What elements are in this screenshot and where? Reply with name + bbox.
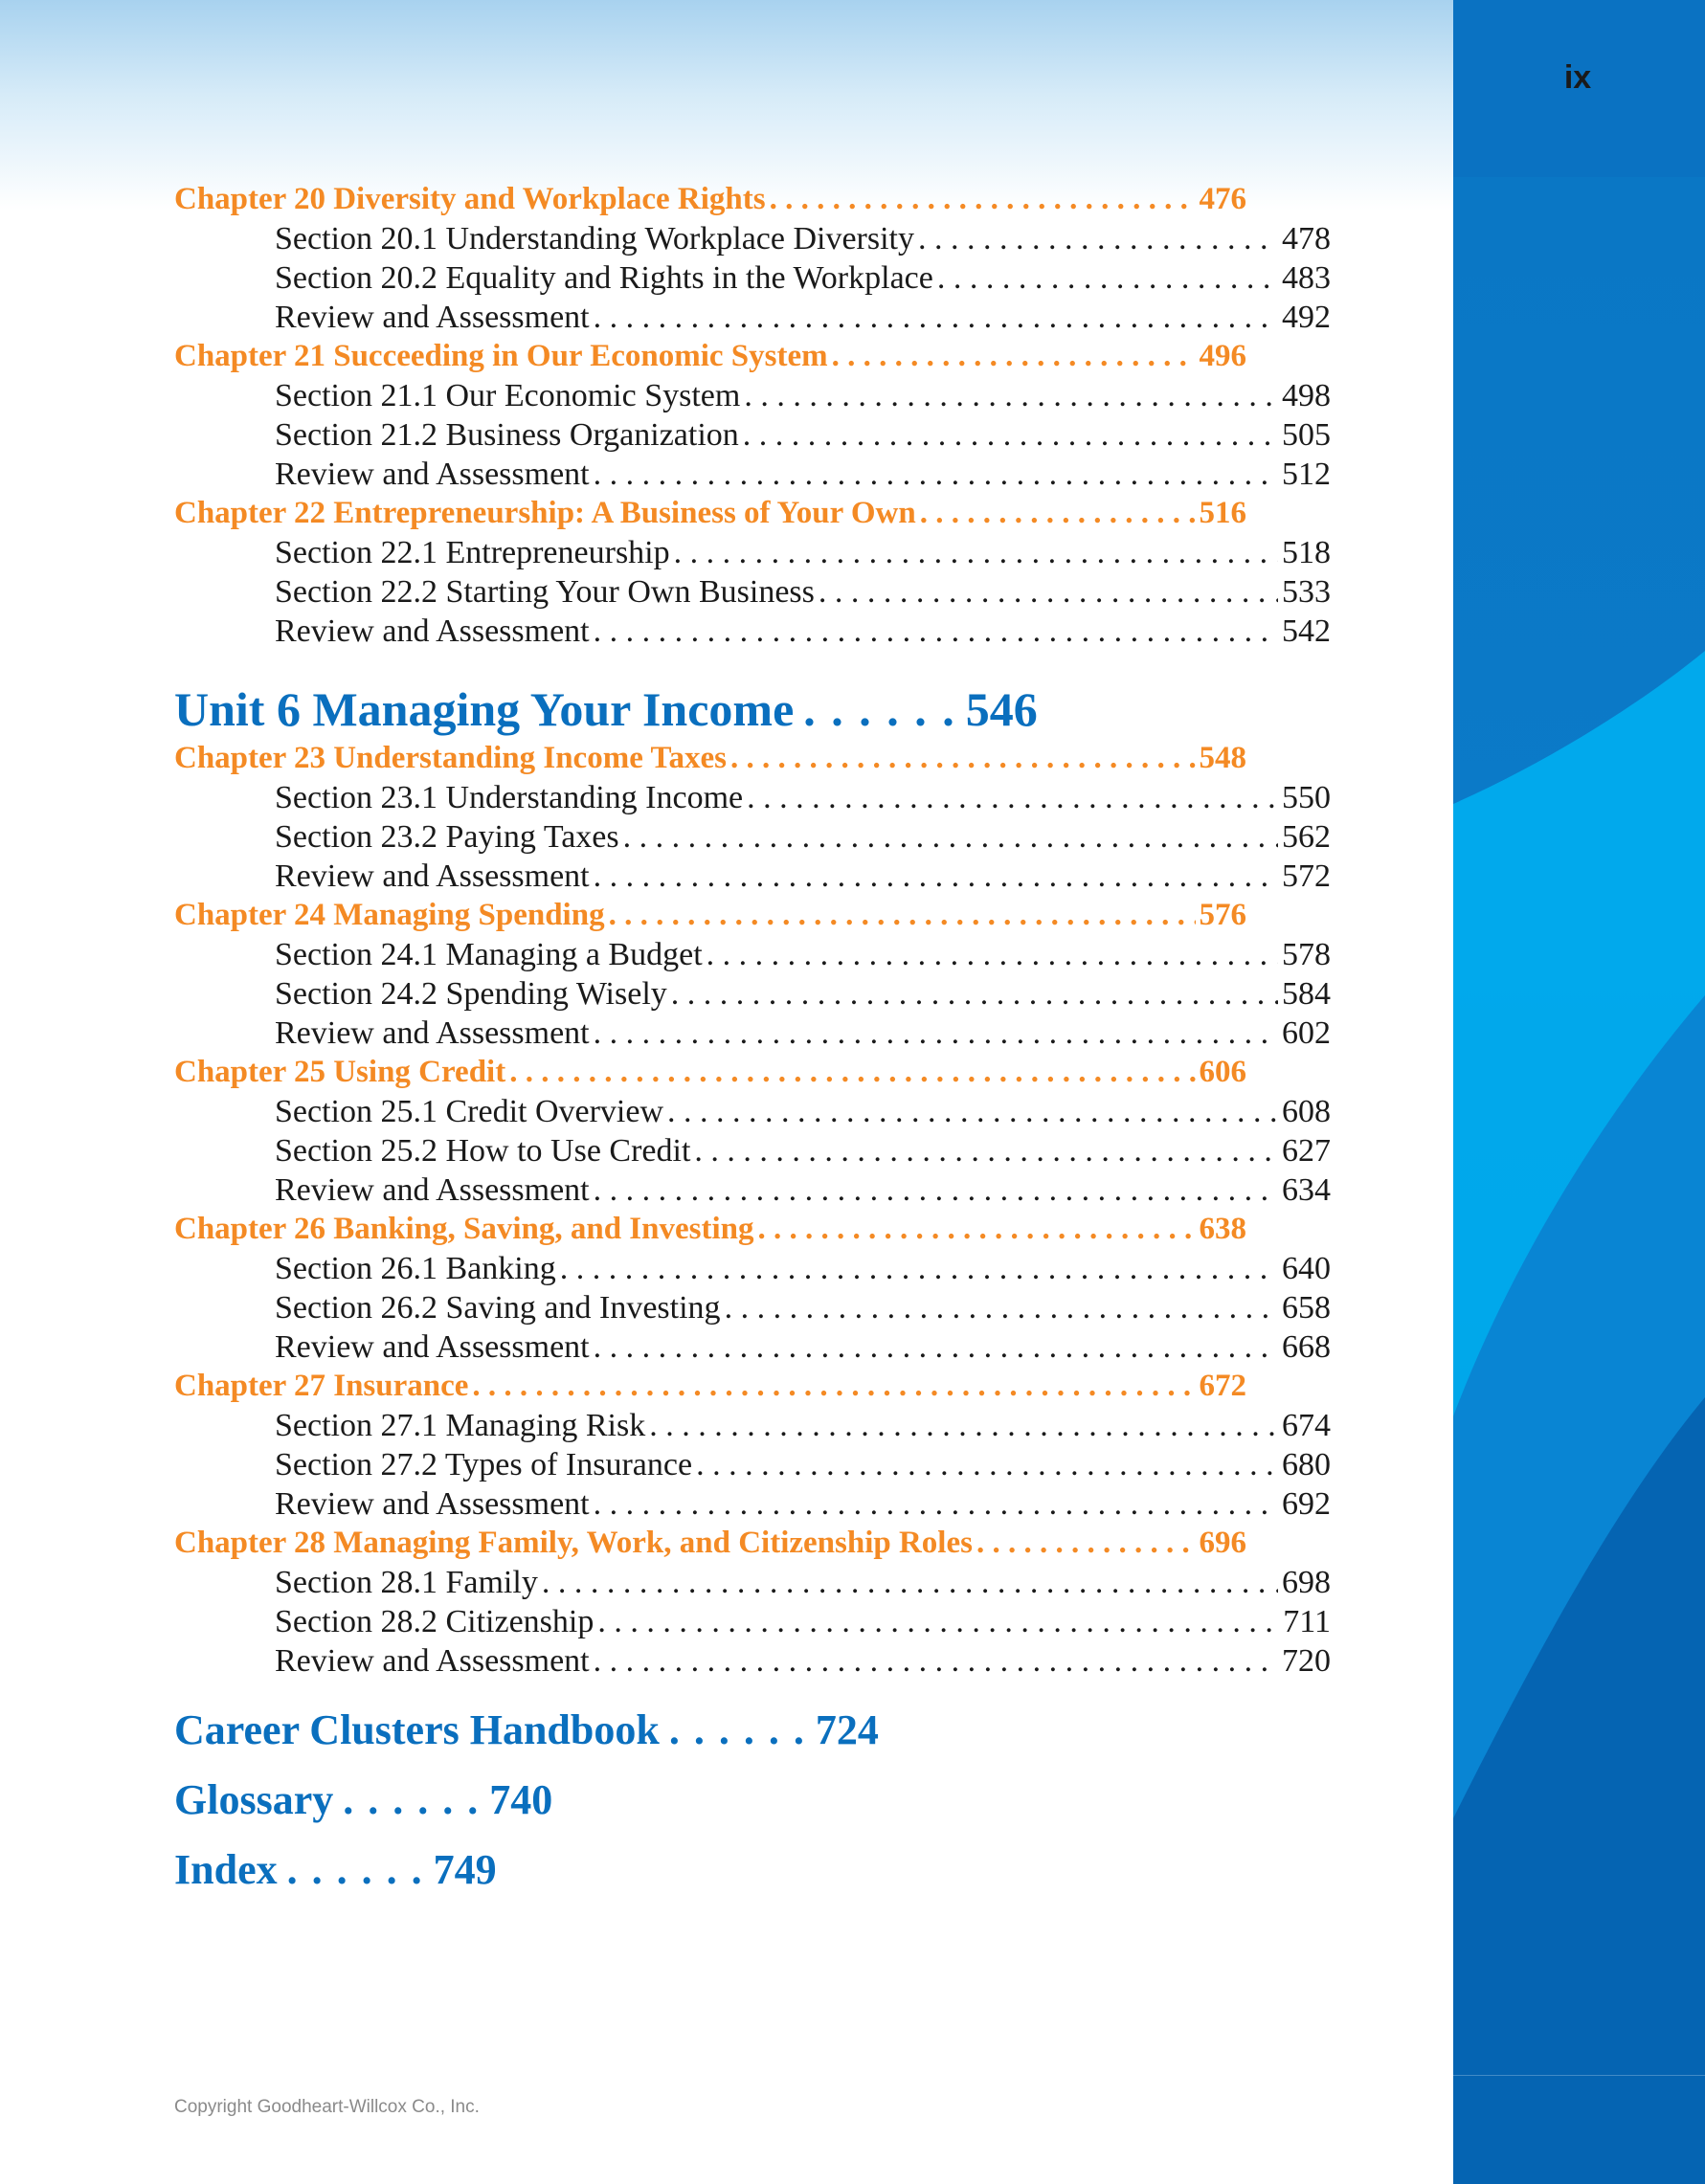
section-entry-page: 498 xyxy=(1282,378,1331,413)
dot-leader xyxy=(594,1014,1278,1053)
section-entry-title: Section 21.1 Our Economic System xyxy=(275,378,741,413)
dot-leader xyxy=(747,778,1278,817)
section-entry[interactable] xyxy=(275,1602,1331,1641)
section-entry-page: 533 xyxy=(1282,574,1331,610)
header-gradient xyxy=(0,0,1453,211)
chapter-entry-title: Chapter 24 Managing Spending xyxy=(174,898,605,932)
section-entry-title: Review and Assessment xyxy=(275,1015,590,1051)
chapter-entry-title: Chapter 21 Succeeding in Our Economic System xyxy=(174,339,828,373)
chapter-entry[interactable] xyxy=(174,1053,1246,1092)
chapter-entry-page: 516 xyxy=(1199,496,1246,530)
sidebar-divider xyxy=(1453,2075,1705,2076)
section-entry-title: Review and Assessment xyxy=(275,300,590,335)
section-entry-page: 578 xyxy=(1282,937,1331,972)
unit-heading[interactable] xyxy=(174,680,1333,739)
section-entry-page: 518 xyxy=(1282,535,1331,570)
section-entry-title: Section 20.2 Equality and Rights in the Workplace xyxy=(275,260,933,296)
section-entry-page: 572 xyxy=(1282,858,1331,894)
back-matter-leader: . . . . . . xyxy=(343,1776,481,1823)
chapter-entry[interactable] xyxy=(174,337,1246,376)
copyright-notice: Copyright Goodheart-Willcox Co., Inc. xyxy=(174,2097,480,2117)
section-entry-title: Section 22.2 Starting Your Own Business xyxy=(275,574,815,610)
section-entry-title: Section 24.2 Spending Wisely xyxy=(275,976,667,1012)
dot-leader xyxy=(744,376,1278,415)
dot-leader xyxy=(609,896,1196,935)
chapter-entry[interactable] xyxy=(174,1367,1246,1406)
chapter-entry-title: Chapter 26 Banking, Saving, and Investing xyxy=(174,1212,754,1246)
dot-leader xyxy=(696,1445,1278,1484)
section-entry-title: Section 20.1 Understanding Workplace Diversity xyxy=(275,221,914,256)
section-entry-title: Review and Assessment xyxy=(275,1486,590,1522)
section-entry[interactable] xyxy=(275,817,1331,857)
chapter-entry[interactable] xyxy=(174,1524,1246,1563)
chapter-group-b xyxy=(174,739,1333,1681)
section-entry[interactable] xyxy=(275,1170,1331,1210)
section-entry-title: Review and Assessment xyxy=(275,1329,590,1365)
section-entry-title: Section 28.2 Citizenship xyxy=(275,1604,595,1639)
dot-leader xyxy=(472,1367,1195,1406)
section-entry-title: Section 22.1 Entrepreneurship xyxy=(275,535,670,570)
chapter-entry-title: Chapter 25 Using Credit xyxy=(174,1055,506,1089)
dot-leader xyxy=(594,612,1278,651)
section-entry[interactable] xyxy=(275,612,1331,651)
chapter-entry-page: 476 xyxy=(1199,182,1246,216)
sidebar-panel xyxy=(1453,0,1705,2184)
dot-leader xyxy=(542,1563,1278,1602)
chapter-entry[interactable] xyxy=(174,1210,1246,1249)
section-entry-title: Review and Assessment xyxy=(275,1172,590,1208)
section-entry[interactable] xyxy=(275,1249,1331,1288)
section-entry[interactable] xyxy=(275,778,1331,817)
section-entry-page: 602 xyxy=(1282,1015,1331,1051)
section-entry-page: 483 xyxy=(1282,260,1331,296)
chapter-entry-title: Chapter 28 Managing Family, Work, and Citizenship Roles xyxy=(174,1526,973,1560)
section-entry-title: Review and Assessment xyxy=(275,613,590,649)
chapter-entry[interactable] xyxy=(174,896,1246,935)
sidebar-wave-graphic xyxy=(1453,0,1705,2184)
section-entry-page: 668 xyxy=(1282,1329,1331,1365)
section-entry-title: Section 27.2 Types of Insurance xyxy=(275,1447,693,1482)
section-entry[interactable] xyxy=(275,1445,1331,1484)
section-entry-title: Section 26.2 Saving and Investing xyxy=(275,1290,721,1326)
chapter-entry-page: 548 xyxy=(1199,741,1246,775)
section-entry-title: Review and Assessment xyxy=(275,1643,590,1679)
chapter-entry-title: Chapter 27 Insurance xyxy=(174,1369,469,1403)
page-number: ix xyxy=(1563,59,1592,96)
section-entry[interactable] xyxy=(275,219,1331,258)
dot-leader xyxy=(667,1092,1278,1131)
back-matter-career-clusters[interactable] xyxy=(174,1702,1333,1759)
back-matter-page: 740 xyxy=(489,1776,553,1823)
chapter-entry[interactable] xyxy=(174,494,1246,533)
section-entry-page: 550 xyxy=(1282,780,1331,815)
dot-leader xyxy=(819,572,1278,612)
section-entry[interactable] xyxy=(275,533,1331,572)
section-entry[interactable] xyxy=(275,415,1331,455)
section-entry-page: 542 xyxy=(1282,613,1331,649)
section-entry-page: 562 xyxy=(1282,819,1331,855)
section-entry-page: 711 xyxy=(1283,1604,1331,1639)
section-entry[interactable] xyxy=(275,1092,1331,1131)
chapter-entry-page: 638 xyxy=(1199,1212,1246,1246)
section-entry-title: Section 26.1 Banking xyxy=(275,1251,556,1286)
dot-leader xyxy=(707,935,1278,974)
section-entry-page: 720 xyxy=(1282,1643,1331,1679)
chapter-entry-page: 672 xyxy=(1199,1369,1246,1403)
section-entry-page: 640 xyxy=(1282,1251,1331,1286)
chapter-entry-title: Chapter 20 Diversity and Workplace Rights xyxy=(174,182,766,216)
section-entry-page: 680 xyxy=(1282,1447,1331,1482)
dot-leader xyxy=(594,1327,1278,1367)
dot-leader xyxy=(594,857,1278,896)
section-entry[interactable] xyxy=(275,1406,1331,1445)
dot-leader xyxy=(560,1249,1278,1288)
section-entry[interactable] xyxy=(275,1131,1331,1170)
section-entry-page: 584 xyxy=(1282,976,1331,1012)
dot-leader xyxy=(594,455,1278,494)
dot-leader xyxy=(594,298,1278,337)
chapter-entry-title: Chapter 22 Entrepreneurship: A Business of Your Own xyxy=(174,496,916,530)
chapter-entry-page: 696 xyxy=(1199,1526,1246,1560)
dot-leader xyxy=(832,337,1196,376)
dot-leader xyxy=(649,1406,1278,1445)
dot-leader xyxy=(743,415,1278,455)
section-entry[interactable] xyxy=(275,298,1331,337)
chapter-entry-page: 496 xyxy=(1199,339,1246,373)
section-entry-page: 674 xyxy=(1282,1408,1331,1443)
section-entry-page: 478 xyxy=(1282,221,1331,256)
back-matter-index[interactable] xyxy=(174,1841,1333,1899)
chapter-entry-page: 576 xyxy=(1199,898,1246,932)
section-entry-title: Section 27.1 Managing Risk xyxy=(275,1408,646,1443)
section-entry-title: Section 21.2 Business Organization xyxy=(275,417,739,453)
section-entry-page: 627 xyxy=(1282,1133,1331,1169)
back-matter-title: Glossary xyxy=(174,1776,334,1823)
section-entry-title: Section 28.1 Family xyxy=(275,1565,538,1600)
section-entry-page: 692 xyxy=(1282,1486,1331,1522)
dot-leader xyxy=(594,1484,1278,1524)
unit-leader: . . . . . . xyxy=(803,682,956,736)
dot-leader xyxy=(770,180,1196,219)
dot-leader xyxy=(674,533,1278,572)
section-entry-title: Review and Assessment xyxy=(275,858,590,894)
dot-leader xyxy=(597,1602,1279,1641)
section-entry-title: Section 25.2 How to Use Credit xyxy=(275,1133,691,1169)
section-entry[interactable] xyxy=(275,1327,1331,1367)
section-entry-title: Section 23.1 Understanding Income xyxy=(275,780,744,815)
section-entry-page: 634 xyxy=(1282,1172,1331,1208)
unit-title: Unit 6 Managing Your Income xyxy=(174,682,795,736)
section-entry[interactable] xyxy=(275,455,1331,494)
dot-leader xyxy=(509,1053,1195,1092)
section-entry-page: 658 xyxy=(1282,1290,1331,1326)
back-matter-glossary[interactable] xyxy=(174,1772,1333,1829)
dot-leader xyxy=(918,219,1278,258)
dot-leader xyxy=(920,494,1196,533)
section-entry[interactable] xyxy=(275,857,1331,896)
section-entry-page: 608 xyxy=(1282,1094,1331,1129)
chapter-entry-title: Chapter 23 Understanding Income Taxes xyxy=(174,741,727,775)
dot-leader xyxy=(694,1131,1278,1170)
section-entry-page: 492 xyxy=(1282,300,1331,335)
section-entry[interactable] xyxy=(275,974,1331,1014)
section-entry-title: Section 25.1 Credit Overview xyxy=(275,1094,664,1129)
table-of-contents xyxy=(174,180,1333,1899)
section-entry[interactable] xyxy=(275,572,1331,612)
section-entry-title: Section 23.2 Paying Taxes xyxy=(275,819,619,855)
dot-leader xyxy=(725,1288,1278,1327)
section-entry[interactable] xyxy=(275,376,1331,415)
dot-leader xyxy=(937,258,1278,298)
chapter-entry-page: 606 xyxy=(1199,1055,1246,1089)
back-matter-leader: . . . . . . xyxy=(668,1706,806,1753)
dot-leader xyxy=(730,739,1196,778)
chapter-entry[interactable] xyxy=(174,180,1246,219)
back-matter-title: Index xyxy=(174,1846,278,1893)
back-matter-title: Career Clusters Handbook xyxy=(174,1706,660,1753)
section-entry[interactable] xyxy=(275,1288,1331,1327)
chapter-group-a xyxy=(174,180,1333,651)
back-matter-leader: . . . . . . xyxy=(286,1846,424,1893)
section-entry[interactable] xyxy=(275,1014,1331,1053)
back-matter-page: 749 xyxy=(433,1846,497,1893)
dot-leader xyxy=(594,1170,1278,1210)
section-entry[interactable] xyxy=(275,1484,1331,1524)
section-entry-page: 512 xyxy=(1282,457,1331,492)
dot-leader xyxy=(976,1524,1196,1563)
section-entry[interactable] xyxy=(275,935,1331,974)
section-entry-page: 698 xyxy=(1282,1565,1331,1600)
dot-leader xyxy=(623,817,1278,857)
dot-leader xyxy=(594,1641,1278,1681)
section-entry[interactable] xyxy=(275,1563,1331,1602)
section-entry[interactable] xyxy=(275,1641,1331,1681)
back-matter-page: 724 xyxy=(815,1706,879,1753)
section-entry-title: Section 24.1 Managing a Budget xyxy=(275,937,703,972)
unit-page: 546 xyxy=(965,682,1038,736)
dot-leader xyxy=(671,974,1278,1014)
dot-leader xyxy=(758,1210,1196,1249)
section-entry-page: 505 xyxy=(1282,417,1331,453)
section-entry[interactable] xyxy=(275,258,1331,298)
section-entry-title: Review and Assessment xyxy=(275,457,590,492)
chapter-entry[interactable] xyxy=(174,739,1246,778)
